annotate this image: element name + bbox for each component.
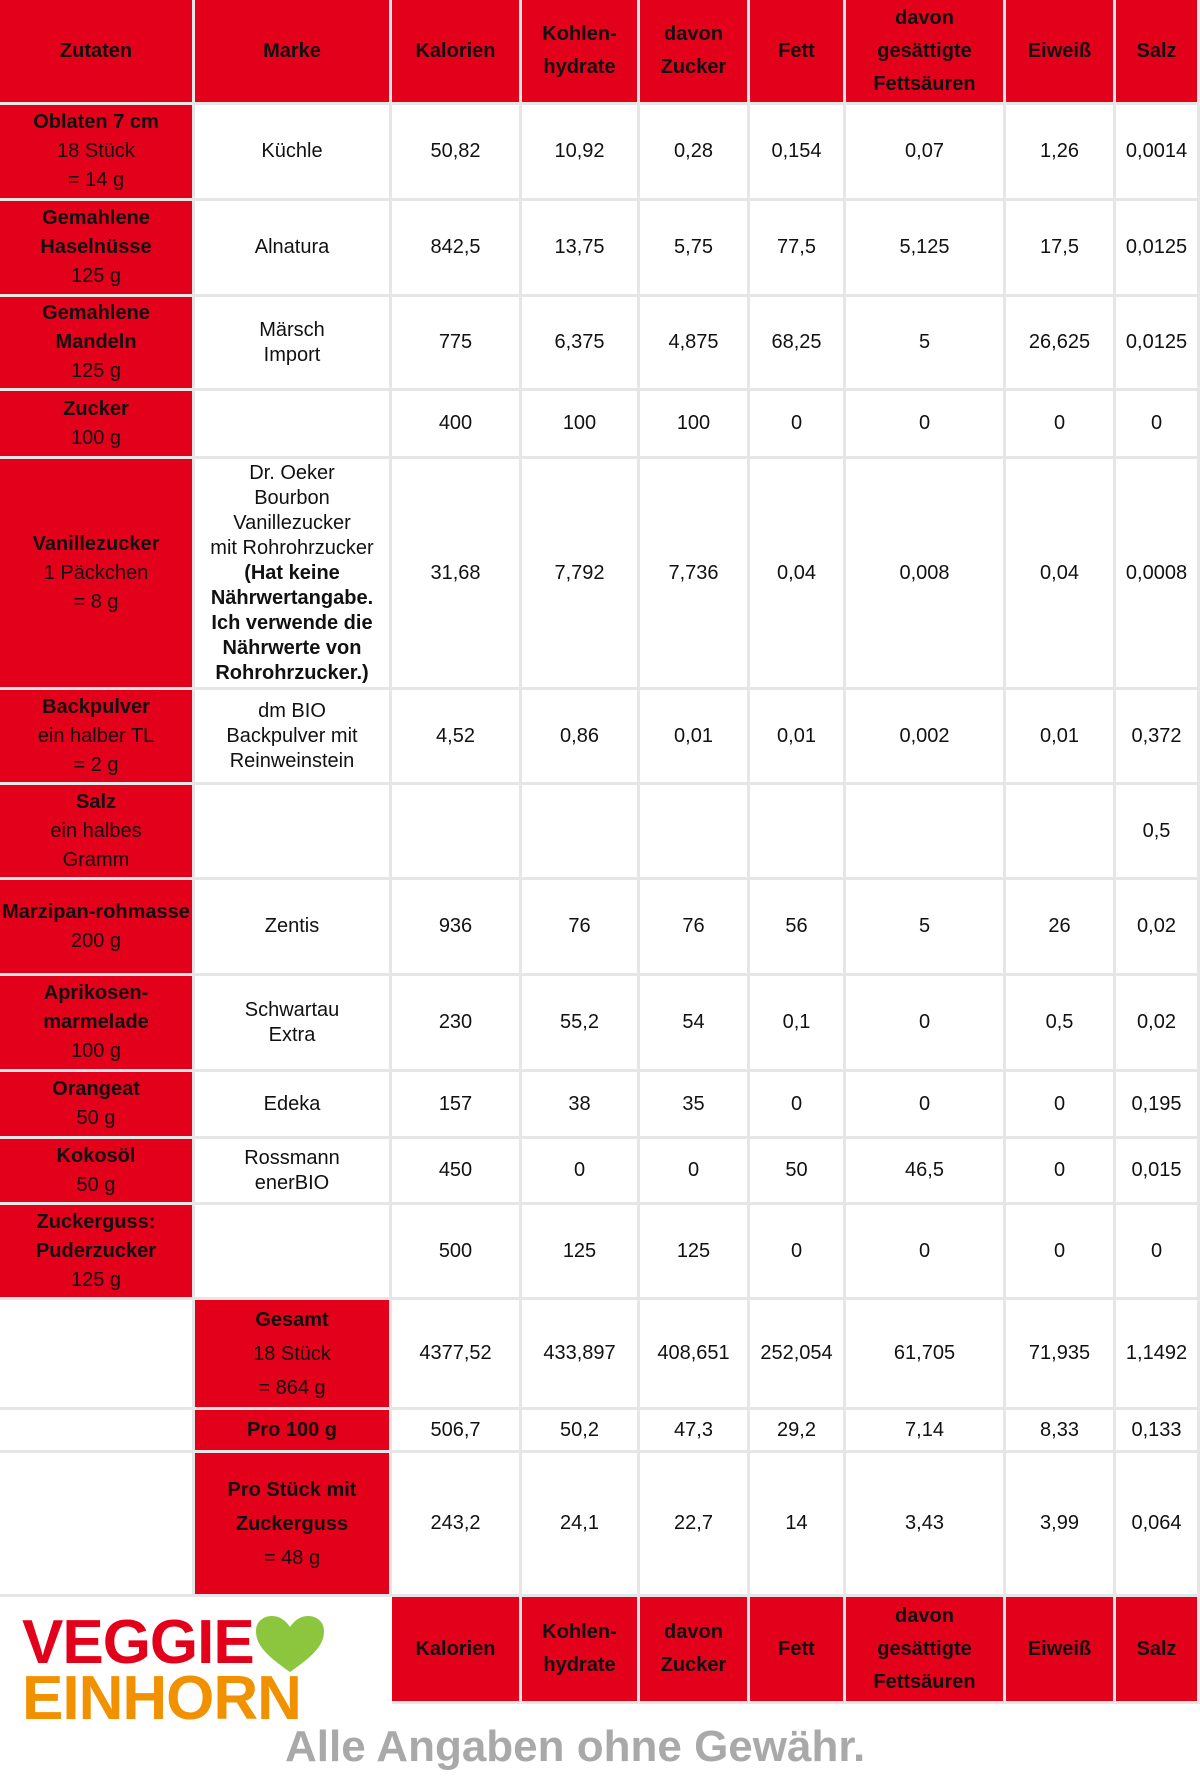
value-cell: 0,28 [640,105,750,201]
ingredient-cell [0,105,195,201]
footer-eiweiss: Eiweiß [1006,1597,1116,1704]
value-cell: 46,5 [846,1139,1006,1205]
brand-note-line: Ich verwende die [211,611,373,634]
brand-cell [195,105,392,201]
value-cell: 7,736 [640,459,750,690]
ingredient-name: Aprikosen-marmelade [43,982,149,1033]
ingredient-row [0,976,1200,1072]
value-cell: 0,07 [846,105,1006,201]
ingredient-row [0,1205,1200,1300]
total-value-cell: 14 [750,1453,846,1597]
ingredient-name: Gemahlene Haselnüsse [40,207,152,258]
value-cell: 450 [392,1139,522,1205]
value-cell: 38 [522,1072,640,1139]
value-cell: 0,5 [1006,976,1116,1072]
ingredient-cell [0,785,195,880]
disclaimer: Alle Angaben ohne Gewähr. [285,1722,866,1771]
value-cell: 0,02 [1116,976,1200,1072]
value-cell: 0,0008 [1116,459,1200,690]
value-cell: 0 [1006,1205,1116,1300]
brand-line: Edeka [263,1092,321,1115]
ingredient-cell [0,1205,195,1300]
footer-kohlenhydrate-line: hydrate [543,1654,616,1676]
value-cell: 0,002 [846,690,1006,785]
value-cell: 0 [846,1205,1006,1300]
header-zucker [640,0,750,105]
footer-kohlenhydrate-line: Kohlen- [542,1621,617,1643]
ingredient-row [0,1139,1200,1205]
value-cell: 0,372 [1116,690,1200,785]
total-value-cell: 433,897 [522,1300,640,1410]
ingredient-amount: 200 g [70,929,122,952]
total-value-cell: 61,705 [846,1300,1006,1410]
brand-cell [195,201,392,297]
brand-note-line: Nährwertangabe. [210,586,374,609]
ingredient-row [0,880,1200,976]
brand-line: Import [263,343,321,366]
value-cell: 125 [640,1205,750,1300]
total-value-cell: 47,3 [640,1410,750,1453]
brand-note-line: Rohrohrzucker.) [215,661,369,684]
total-row [0,1453,1200,1597]
value-cell: 0 [846,976,1006,1072]
ingredient-amount: 50 g [76,1173,116,1196]
total-value-cell: 243,2 [392,1453,522,1597]
ingredient-row [0,690,1200,785]
footer-kalorien: Kalorien [392,1597,522,1704]
total-label-cell [195,1300,392,1410]
value-cell: 4,875 [640,297,750,391]
footer-fettsaeuren-line: Fettsäuren [873,1670,976,1693]
value-cell: 500 [392,1205,522,1300]
brand-cell [195,391,392,459]
value-cell: 100 [522,391,640,459]
value-cell: 0,008 [846,459,1006,690]
value-cell: 56 [750,880,846,976]
ingredient-cell [0,1072,195,1139]
value-cell: 50 [750,1139,846,1205]
footer-zucker [640,1597,750,1704]
ingredient-row [0,297,1200,391]
brand-cell [195,1072,392,1139]
ingredient-cell [0,880,195,976]
brand-line: Bourbon [254,486,330,509]
brand-cell [195,459,392,690]
value-cell: 0,01 [750,690,846,785]
total-sub: = 864 g [258,1376,326,1399]
value-cell: 54 [640,976,750,1072]
ingredient-name: Oblaten 7 cm [33,111,159,133]
header-row [0,0,1200,105]
brand-cell [195,1139,392,1205]
veggie-einhorn-logo [22,1608,342,1733]
ingredient-row [0,201,1200,297]
value-cell: 76 [640,880,750,976]
total-value-cell: 50,2 [522,1410,640,1453]
ingredient-amount: 100 g [70,1040,122,1062]
value-cell: 0,195 [1116,1072,1200,1139]
ingredient-row [0,105,1200,201]
ingredient-cell [0,459,195,690]
total-row [0,1410,1200,1453]
ingredient-cell [0,976,195,1072]
value-cell: 26,625 [1006,297,1116,391]
brand-cell [195,880,392,976]
footer-fett: Fett [750,1597,846,1704]
ingredient-amount: ein halber TL [37,724,155,747]
brand-line: Schwartau [244,998,340,1021]
header-fettsaeuren-line: gesättigte [877,39,972,62]
ingredient-name: Salz [75,790,117,813]
value-cell: 0,02 [1116,880,1200,976]
value-cell: 1,26 [1006,105,1116,201]
brand-line: Küchle [261,140,323,162]
ingredient-name: Marzipan-rohmasse [2,900,190,923]
header-fettsaeuren-line: Fettsäuren [873,72,976,95]
header-fettsaeuren [846,0,1006,105]
ingredient-amount: 18 Stück [57,140,135,162]
footer-fettsaeuren-line: davon [895,1604,954,1627]
logo-line1: VEGGIE [22,1608,254,1677]
total-label: Gesamt [255,1308,329,1331]
ingredient-amount: = 2 g [73,753,119,776]
header-kohlenhydrate-line: hydrate [543,56,616,78]
value-cell: 55,2 [522,976,640,1072]
ingredient-name: Zuckerguss: Puderzucker [35,1210,157,1262]
ingredient-name: Orangeat [52,1078,140,1100]
ingredient-row [0,391,1200,459]
value-cell: 0 [846,1072,1006,1139]
total-value-cell: 8,33 [1006,1410,1116,1453]
value-cell: 5,75 [640,201,750,297]
total-value-cell: 252,054 [750,1300,846,1410]
total-label-cell [195,1453,392,1597]
total-value-cell: 24,1 [522,1453,640,1597]
value-cell: 842,5 [392,201,522,297]
brand-line: Dr. Oeker [249,461,335,484]
brand-note-line: Nährwerte von [222,636,362,659]
logo-line2: EINHORN [22,1664,301,1733]
value-cell: 5,125 [846,201,1006,297]
value-cell: 0,015 [1116,1139,1200,1205]
value-cell: 35 [640,1072,750,1139]
value-cell [846,785,1006,880]
ingredient-amount: ein halbes [50,819,142,842]
value-cell: 0 [750,1205,846,1300]
value-cell: 5 [846,297,1006,391]
value-cell: 775 [392,297,522,391]
value-cell: 0,5 [1116,785,1200,880]
value-cell: 230 [392,976,522,1072]
ingredient-cell [0,201,195,297]
value-cell: 0 [640,1139,750,1205]
total-value-cell: 3,43 [846,1453,1006,1597]
value-cell: 77,5 [750,201,846,297]
total-label: Pro Stück mit Zuckerguss [227,1478,357,1535]
ingredient-name: Backpulver [42,695,150,718]
header-kalorien: Kalorien [392,0,522,105]
ingredient-cell [0,690,195,785]
value-cell: 4,52 [392,690,522,785]
value-cell: 936 [392,880,522,976]
brand-cell [195,976,392,1072]
ingredient-row [0,785,1200,880]
blank-cell [0,1410,195,1453]
brand-line: Märsch [259,318,325,341]
ingredient-amount: 125 g [70,360,122,382]
ingredient-amount: Gramm [62,848,130,871]
brand-line: enerBIO [254,1171,330,1194]
value-cell: 0 [750,391,846,459]
brand-cell [195,1205,392,1300]
brand-line: Zentis [264,915,320,937]
value-cell: 0 [750,1072,846,1139]
header-eiweiss: Eiweiß [1006,0,1116,105]
value-cell: 0 [1116,1205,1200,1300]
brand-note-line: (Hat keine [244,561,340,584]
total-sub: = 48 g [263,1546,321,1569]
value-cell [750,785,846,880]
ingredient-amount: 125 g [70,265,122,287]
brand-line: Extra [268,1023,316,1046]
total-value-cell: 3,99 [1006,1453,1116,1597]
total-value-cell: 0,064 [1116,1453,1200,1597]
ingredient-row [0,1072,1200,1139]
header-zucker-line: davon [664,23,723,45]
value-cell: 0,04 [1006,459,1116,690]
footer-kohlenhydrate [522,1597,640,1704]
ingredient-name: Zucker [63,397,129,420]
value-cell: 13,75 [522,201,640,297]
value-cell: 0,86 [522,690,640,785]
footer-salz: Salz [1116,1597,1200,1704]
value-cell: 6,375 [522,297,640,391]
total-value-cell: 7,14 [846,1410,1006,1453]
value-cell: 0 [846,391,1006,459]
value-cell: 0,04 [750,459,846,690]
ingredient-amount: 1 Päckchen [43,561,149,584]
ingredient-amount: = 8 g [73,590,119,613]
value-cell [1006,785,1116,880]
blank-cell [0,1300,195,1410]
value-cell: 0 [522,1139,640,1205]
ingredient-name: Gemahlene Mandeln [42,302,150,353]
header-fett: Fett [750,0,846,105]
footer-fettsaeuren [846,1597,1006,1704]
value-cell: 157 [392,1072,522,1139]
ingredient-name: Kokosöl [56,1144,136,1167]
value-cell [522,785,640,880]
value-cell: 31,68 [392,459,522,690]
total-value-cell: 22,7 [640,1453,750,1597]
ingredient-row [0,459,1200,690]
value-cell: 0 [1006,1072,1116,1139]
value-cell: 0 [1116,391,1200,459]
ingredient-name: Vanillezucker [32,532,160,555]
value-cell: 400 [392,391,522,459]
total-label: Pro 100 g [246,1419,338,1441]
ingredient-amount: 50 g [76,1107,116,1129]
header-zutaten: Zutaten [0,0,195,105]
ingredient-amount: 125 g [70,1268,122,1291]
value-cell: 5 [846,880,1006,976]
value-cell: 10,92 [522,105,640,201]
brand-cell [195,297,392,391]
value-cell [640,785,750,880]
value-cell: 68,25 [750,297,846,391]
footer-fettsaeuren-line: gesättigte [877,1637,972,1660]
value-cell: 7,792 [522,459,640,690]
total-value-cell: 0,133 [1116,1410,1200,1453]
value-cell: 0 [1006,391,1116,459]
total-sub: 18 Stück [253,1342,331,1365]
blank-cell [0,1453,195,1597]
value-cell: 50,82 [392,105,522,201]
header-salz: Salz [1116,0,1200,105]
header-kohlenhydrate-line: Kohlen- [542,23,617,45]
value-cell: 0,0125 [1116,201,1200,297]
total-value-cell: 408,651 [640,1300,750,1410]
total-value-cell: 4377,52 [392,1300,522,1410]
value-cell: 0,1 [750,976,846,1072]
value-cell: 0,0125 [1116,297,1200,391]
brand-line: Reinweinstein [229,749,355,772]
brand-cell [195,785,392,880]
footer-zucker-line: Zucker [660,1654,727,1676]
total-value-cell: 71,935 [1006,1300,1116,1410]
ingredient-cell [0,297,195,391]
total-value-cell: 29,2 [750,1410,846,1453]
total-value-cell: 506,7 [392,1410,522,1453]
brand-line: Vanillezucker [233,511,351,534]
value-cell: 0,0014 [1116,105,1200,201]
header-kohlenhydrate [522,0,640,105]
brand-line: mit Rohrohrzucker [210,536,374,559]
brand-line: Rossmann [244,1146,340,1169]
header-fettsaeuren-line: davon [895,6,954,29]
ingredient-amount: = 14 g [67,169,125,191]
value-cell: 0,01 [1006,690,1116,785]
total-label-cell [195,1410,392,1453]
brand-cell [195,690,392,785]
value-cell: 0 [1006,1139,1116,1205]
header-marke: Marke [195,0,392,105]
value-cell: 100 [640,391,750,459]
brand-line: Backpulver mit [226,724,358,747]
total-value-cell: 1,1492 [1116,1300,1200,1410]
brand-line: dm BIO [258,699,326,722]
footer-zucker-line: davon [664,1621,723,1643]
ingredient-amount: 100 g [70,426,122,449]
value-cell: 0,01 [640,690,750,785]
value-cell: 0,154 [750,105,846,201]
total-row [0,1300,1200,1410]
brand-line: Alnatura [254,236,330,258]
header-zucker-line: Zucker [660,56,727,78]
value-cell: 26 [1006,880,1116,976]
value-cell: 76 [522,880,640,976]
ingredient-cell [0,1139,195,1205]
ingredient-cell [0,391,195,459]
value-cell [392,785,522,880]
value-cell: 125 [522,1205,640,1300]
value-cell: 17,5 [1006,201,1116,297]
